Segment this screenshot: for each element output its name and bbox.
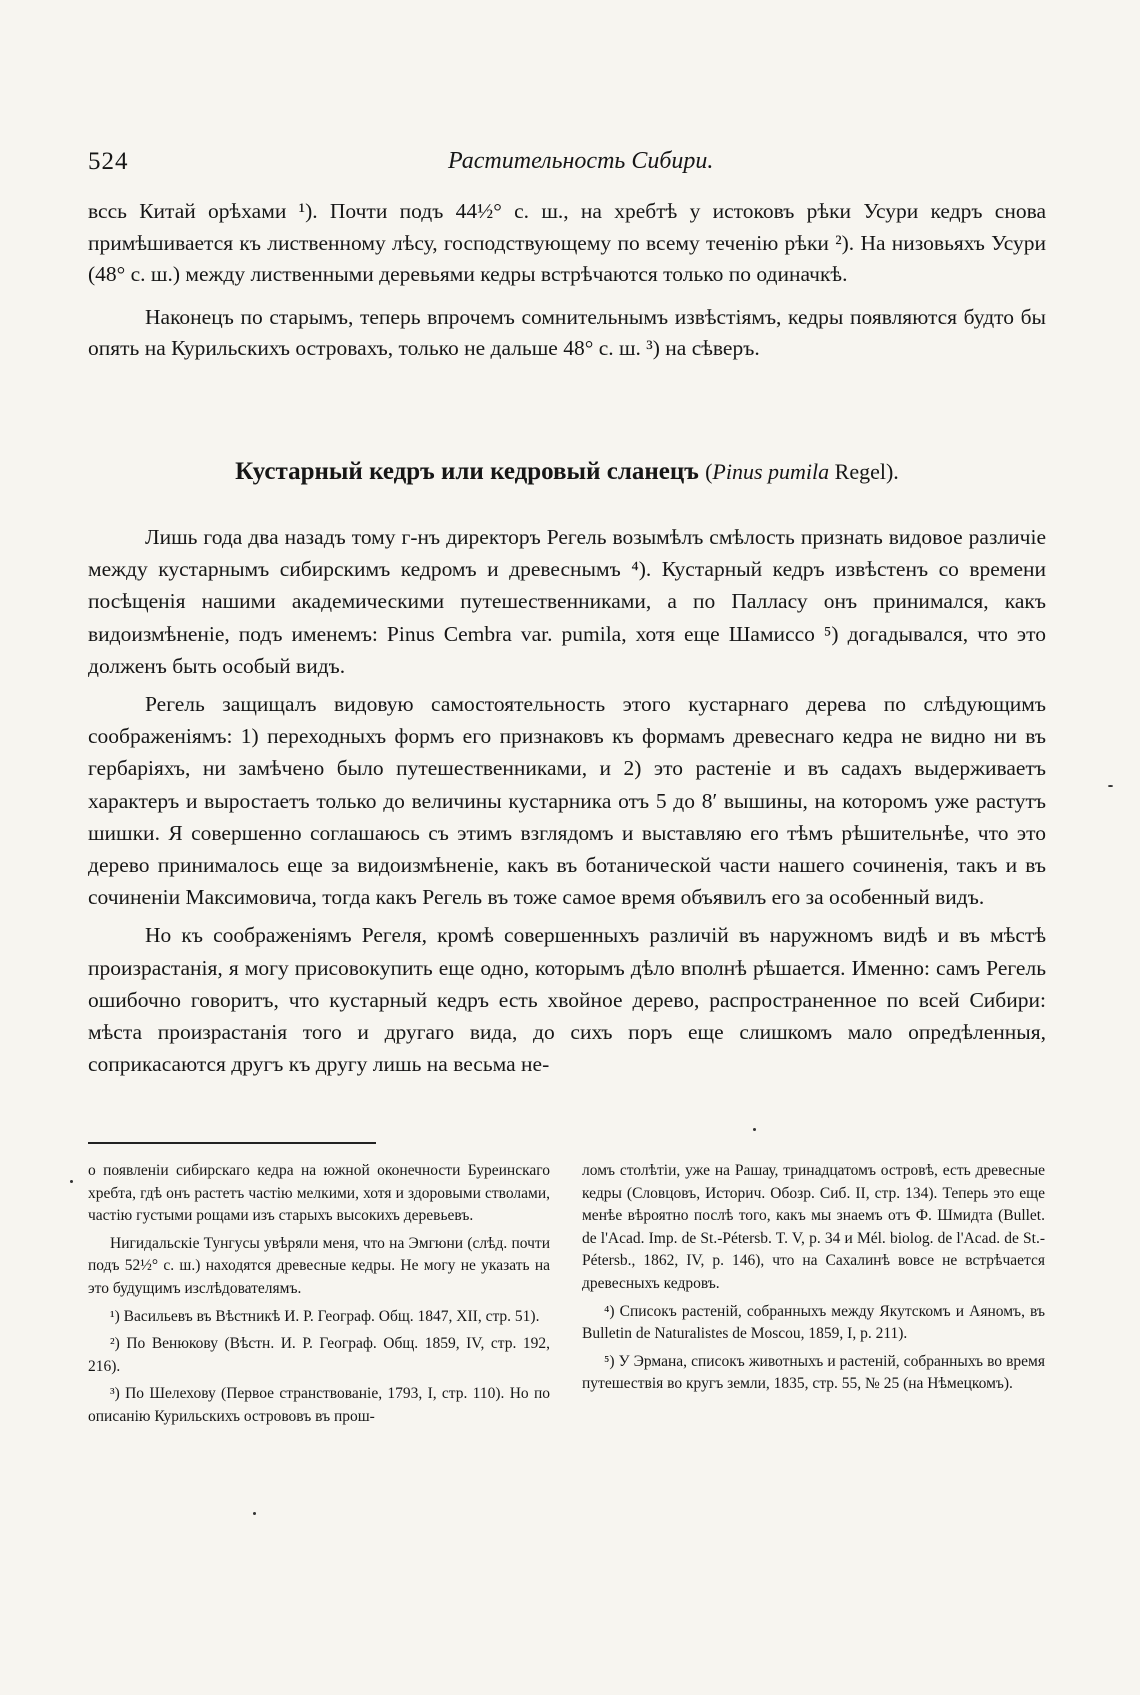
- print-speck: [1108, 785, 1113, 787]
- page-number: 524: [88, 148, 129, 175]
- running-title: Растительность Сибири.: [448, 148, 714, 174]
- latin-open-paren: (: [705, 459, 713, 484]
- footnote: ¹) Васильевъ въ Вѣстникѣ И. Р. Географ. Общ. 1847, XII, стр. 51).: [110, 1307, 540, 1325]
- paragraph: Лишь года два назадъ тому г-нъ директоръ Регель возымѣлъ смѣлость признать видовое различіе между кустарнымъ сибирскимъ кедромъ и древеснымъ ⁴). Кустарный кедръ извѣстенъ со времени посѣщенія нашими академическими путешественниками, а по Палласу онъ принимался, какъ видоизмѣненіе, подъ именемъ: Pinus Cembra var. pumila, хотя еще Шамиссо ⁵) догадывался, что это долженъ быть особый видъ.: [88, 525, 1046, 678]
- latin-author: Regel).: [834, 459, 899, 484]
- running-head: [88, 148, 1050, 182]
- section-heading: [88, 458, 1046, 486]
- footnote: ломъ столѣтіи, уже на Рашау, тринадцатомъ островѣ, есть древесные кедры (Словцовъ, Историч. Обозр. Сиб. II, стр. 134). Теперь это еще менѣе вѣроятно послѣ того, какъ мы знаемъ отъ Ф. Шмидта (Bullet. de l'Acad. Imp. de St.-Pétersb. T. V, p. 34 и Mél. biolog. de l'Acad. de St.-Pétersb., 1862, IV, p. 146), что на Сахалинѣ вовсе не встрѣчается древесныхъ кедровъ.: [582, 1162, 1045, 1292]
- footnotes-right-column: [582, 1160, 1045, 1401]
- section-heading-title: Кустарный кедръ или кедровый сланецъ: [235, 458, 699, 485]
- footnote: ²) По Венюкову (Вѣстн. И. Р. Географ. Общ. 1859, IV, стр. 192, 216).: [88, 1335, 550, 1375]
- footnote-divider: [88, 1142, 376, 1144]
- paragraph: Наконецъ по старымъ, теперь впрочемъ сомнительнымъ извѣстіямъ, кедры появляются будто бы опять на Курильскихъ островахъ, только не дальше 48° с. ш. ³) на сѣверъ.: [88, 304, 1046, 361]
- paragraph: Регель защищалъ видовую самостоятельность этого кустарнаго дерева по слѣдующимъ соображеніямъ: 1) переходныхъ формъ его признаковъ къ формамъ древеснаго кедра не видно ни въ гербаріяхъ, ни замѣчено было путешественниками, и 2) это растеніе и въ садахъ выдерживаетъ характеръ и выростаетъ только до величины кустарника отъ 5 до 8′ вышины, на которомъ уже растутъ шишки. Я совершенно соглашаюсь съ этимъ взглядомъ и выставляю его тѣмъ рѣшительнѣе, что это дерево принималось еще за видоизмѣненіе, какъ въ ботанической части нашего сочиненія, такъ и въ сочиненіи Максимовича, тогда какъ Регель въ тоже самое время объявилъ его за особенный видъ.: [88, 692, 1046, 910]
- footnotes-left-column: [88, 1160, 550, 1434]
- section-heading-latin: [705, 459, 899, 484]
- print-speck: [70, 1180, 73, 1183]
- paragraph: Но къ соображеніямъ Регеля, кромѣ совершенныхъ различій въ наружномъ видѣ и въ мѣстѣ произрастанія, я могу присовокупить еще одно, которымъ дѣло вполнѣ рѣшается. Именно: самъ Регель ошибочно говоритъ, что кустарный кедръ есть хвойное дерево, распространенное по всей Сибири: мѣста произрастанія того и другаго вида, до сихъ поръ еще слишкомъ мало опредѣленныя, соприкасаются другъ къ другу лишь на весьма не-: [88, 923, 1046, 1077]
- latin-species: Pinus pumila: [712, 459, 830, 484]
- footnote: Нигидальскіе Тунгусы увѣряли меня, что на Эмгюни (слѣд. почти подъ 52½° с. ш.) находятся древесные кедры. Не могу не указать на это будущимъ изслѣдователямъ.: [88, 1234, 550, 1297]
- print-speck: [753, 1128, 756, 1131]
- footnote: ³) По Шелехову (Первое странствованіе, 1793, I, стр. 110). Но по описанію Курильскихъ острововъ въ прош-: [88, 1385, 550, 1425]
- footnote: о появленіи сибирскаго кедра на южной оконечности Буреинскаго хребта, гдѣ онъ растетъ частію мелкими, хотя и здоровыми стволами, частію густыми рощами изъ старыхъ высокихъ деревьевъ.: [88, 1162, 550, 1225]
- body-text-section: [88, 521, 1046, 1086]
- print-speck: [253, 1512, 256, 1515]
- body-text-top: [88, 196, 1046, 376]
- footnote: ⁵) У Эрмана, списокъ животныхъ и растеній, собранныхъ во время путешествія во кругъ земли, 1835, стр. 55, № 25 (на Нѣмецкомъ).: [582, 1352, 1045, 1393]
- paragraph: всcь Китай орѣхами ¹). Почти подъ 44½° с. ш., на хребтѣ у истоковъ рѣки Усури кедръ снова примѣшивается къ лиственному лѣсу, господствующему по всему теченію рѣки ²). На низовьяхъ Усури (48° с. ш.) между лиственными деревьями кедры встрѣчаются только по одиначкѣ.: [88, 199, 1046, 287]
- footnote: ⁴) Списокъ растеній, собранныхъ между Якутскомъ и Аяномъ, въ Bulletin de Naturalistes de Moscou, 1859, I, p. 211).: [582, 1302, 1045, 1343]
